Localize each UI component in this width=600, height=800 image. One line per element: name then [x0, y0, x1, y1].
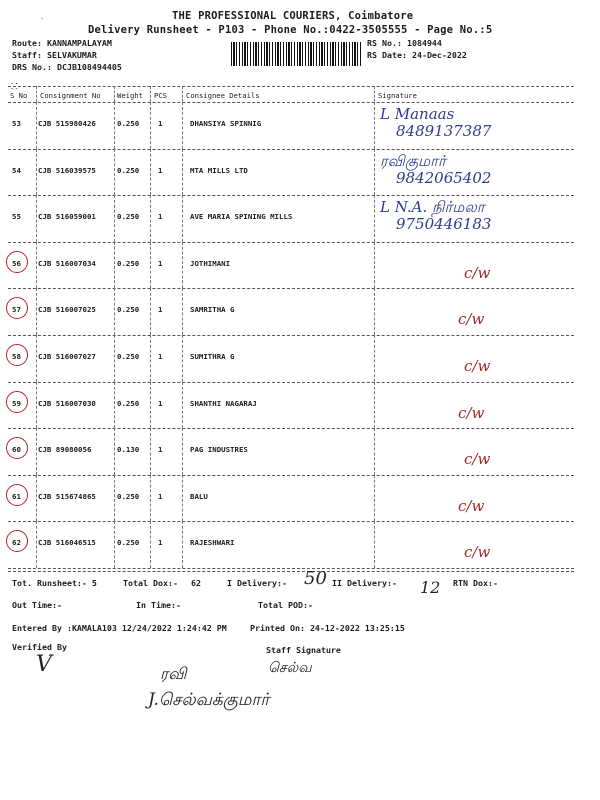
col-divider	[114, 335, 115, 382]
col-weight: Weight	[117, 91, 143, 100]
col-divider	[182, 86, 183, 102]
col-divider	[150, 195, 151, 242]
row-sno: 54	[12, 165, 21, 175]
route-label: Route: KANNAMPALAYAM	[12, 38, 112, 48]
row-sno: 57	[12, 305, 21, 315]
row-signature-phone: 9842065402	[396, 168, 492, 187]
col-divider	[114, 521, 115, 568]
row-signature: c/w	[458, 496, 485, 515]
col-divider	[374, 149, 375, 196]
total-pod: Total POD:-	[258, 600, 313, 610]
row-circle	[6, 251, 28, 273]
col-divider	[150, 428, 151, 475]
col-divider	[374, 521, 375, 568]
col-divider	[182, 335, 183, 382]
row-sno: 58	[12, 352, 21, 361]
col-divider	[182, 428, 183, 475]
company-title: THE PROFESSIONAL COURIERS, Coimbatore	[172, 10, 414, 22]
row-signature: L Manaas	[380, 105, 455, 123]
row-weight: 0.250	[117, 305, 140, 315]
col-divider	[374, 475, 375, 522]
row-sno: 59	[12, 398, 21, 408]
row-consignee: JOTHIMANI	[190, 258, 231, 268]
col-divider	[114, 382, 115, 429]
row-rule	[8, 149, 574, 150]
col-divider	[374, 86, 375, 102]
row-consignee: MTA MILLS LTD	[190, 165, 248, 175]
staff-signature-label: Staff Signature	[266, 645, 341, 655]
col-divider	[374, 382, 375, 429]
verifier-signature: V	[36, 652, 52, 677]
row-consignee: RAJESHWARI	[190, 538, 235, 548]
out-time: Out Time:-	[12, 600, 62, 610]
row-consignment: CJB 516007034	[38, 258, 96, 268]
row-circle	[6, 530, 28, 552]
row-pcs: 1	[158, 119, 163, 128]
in-time: In Time:-	[136, 600, 181, 610]
row-rule	[8, 242, 574, 243]
row-sno: 60	[12, 445, 21, 455]
col-divider	[150, 335, 151, 382]
row-sno: 61	[12, 491, 21, 501]
col-divider	[36, 195, 37, 242]
row-weight: 0.250	[117, 119, 140, 128]
entered-by: Entered By :KAMALA103 12/24/2022 1:24:42 PM	[12, 623, 227, 633]
footer-rule	[8, 571, 574, 572]
col-divider	[374, 335, 375, 382]
col-divider	[114, 428, 115, 475]
drs-number: DRS No.: DCJB108494405	[12, 62, 122, 72]
col-divider	[182, 521, 183, 568]
col-divider	[182, 149, 183, 196]
col-divider	[114, 195, 115, 242]
col-divider	[150, 102, 151, 149]
col-divider	[150, 242, 151, 289]
row-rule	[8, 335, 574, 336]
row-sno: 53	[12, 119, 21, 128]
row-consignee: PAG INDUSTRES	[190, 445, 248, 455]
col-divider	[36, 335, 37, 382]
row-consignee: SHANTHI NAGARAJ	[190, 398, 257, 408]
row-consignment: CJB 89080056	[38, 445, 92, 455]
row-signature: c/w	[464, 543, 491, 562]
row-circle	[6, 484, 28, 506]
row-weight: 0.130	[117, 445, 140, 455]
row-pcs: 1	[158, 398, 163, 408]
row-consignment: CJB 516059001	[38, 212, 96, 222]
row-pcs: 1	[158, 212, 163, 222]
row-signature-phone: 8489137387	[396, 122, 492, 140]
row-rule	[8, 382, 574, 383]
col-divider	[114, 475, 115, 522]
staff-label: Staff: SELVAKUMAR	[12, 50, 97, 60]
row-rule	[8, 428, 574, 429]
row-pcs: 1	[158, 352, 163, 361]
col-divider	[36, 428, 37, 475]
i-delivery-label: I Delivery:-	[227, 578, 287, 588]
header-rule-bottom	[8, 102, 574, 103]
row-signature: c/w	[458, 403, 485, 422]
row-consignment: CJB 516007025	[38, 305, 96, 315]
col-divider	[150, 149, 151, 196]
ii-delivery-hand: 12	[420, 578, 441, 597]
col-divider	[36, 475, 37, 522]
row-signature: L N.A. நிர்மலா	[380, 198, 485, 217]
staff-signature-a: ரவி	[160, 664, 187, 683]
ii-delivery-label: II Delivery:-	[332, 578, 397, 588]
row-circle	[6, 297, 28, 319]
i-delivery-hand: 50	[304, 568, 327, 589]
row-signature: c/w	[464, 450, 491, 469]
col-divider	[374, 102, 375, 149]
row-consignment: CJB 516046515	[38, 538, 96, 548]
col-divider	[374, 242, 375, 289]
row-circle	[6, 391, 28, 413]
row-pcs: 1	[158, 445, 163, 455]
row-consignment: CJB 516007027	[38, 352, 96, 361]
col-divider	[36, 382, 37, 429]
row-signature: ரவிகுமார்	[380, 151, 446, 170]
row-consignee: BALU	[190, 491, 208, 501]
tot-runsheet: Tot. Runsheet:- 5	[12, 578, 97, 588]
row-pcs: 1	[158, 258, 163, 268]
row-pcs: 1	[158, 491, 163, 501]
row-consignment: CJB 515980426	[38, 119, 96, 128]
staff-signature-c: J.செல்வக்குமார்	[148, 690, 270, 710]
col-divider	[36, 86, 37, 102]
col-divider	[150, 475, 151, 522]
col-pcs: PCS	[154, 91, 167, 100]
row-consignee: SAMRITHA G	[190, 305, 235, 315]
col-divider	[150, 288, 151, 335]
row-consignment: CJB 515674865	[38, 491, 96, 501]
col-divider	[36, 242, 37, 289]
row-weight: 0.250	[117, 398, 140, 408]
col-divider	[150, 382, 151, 429]
col-divider	[114, 288, 115, 335]
col-divider	[374, 428, 375, 475]
col-sno: S No	[10, 91, 28, 100]
row-signature-phone: 9750446183	[396, 215, 492, 234]
row-sno: 56	[12, 258, 21, 268]
col-divider	[150, 86, 151, 102]
corner-mark: -	[40, 14, 45, 23]
row-weight: 0.250	[117, 258, 140, 268]
total-dox-value: 62	[191, 578, 201, 588]
col-divider	[182, 102, 183, 149]
row-weight: 0.250	[117, 212, 140, 222]
rs-date: RS Date: 24-Dec-2022	[367, 50, 467, 60]
row-weight: 0.250	[117, 491, 140, 501]
col-divider	[36, 521, 37, 568]
col-divider	[36, 149, 37, 196]
row-pcs: 1	[158, 165, 163, 175]
col-consignee: Consignee Details	[186, 91, 260, 100]
row-consignee: AVE MARIA SPINING MILLS	[190, 212, 293, 222]
col-divider	[114, 86, 115, 102]
col-divider	[182, 242, 183, 289]
header-rule-top	[8, 86, 574, 87]
verified-by: Verified By	[12, 642, 67, 652]
col-divider	[182, 195, 183, 242]
rtn-dox-label: RTN Dox:-	[453, 578, 498, 588]
row-rule	[8, 568, 574, 569]
table-top-mark-2: --	[10, 84, 19, 93]
row-circle	[6, 344, 28, 366]
col-divider	[114, 242, 115, 289]
row-consignment: CJB 516007030	[38, 398, 96, 408]
row-rule	[8, 475, 574, 476]
row-weight: 0.250	[117, 165, 140, 175]
row-rule	[8, 288, 574, 289]
row-weight: 0.250	[117, 352, 140, 361]
col-divider	[374, 288, 375, 335]
rs-number: RS No.: 1084944	[367, 38, 442, 48]
row-consignee: SUMITHRA G	[190, 352, 235, 361]
col-divider	[114, 102, 115, 149]
col-divider	[114, 149, 115, 196]
runsheet-subtitle: Delivery Runsheet - P103 - Phone No.:0422-3505555 - Page No.:5	[88, 24, 493, 36]
row-rule	[8, 195, 574, 196]
staff-signature-b: செல்வ	[268, 660, 312, 676]
col-consignment: Consignment No	[40, 91, 101, 100]
barcode	[231, 42, 361, 66]
col-divider	[182, 382, 183, 429]
col-divider	[182, 475, 183, 522]
col-divider	[36, 102, 37, 149]
row-circle	[6, 437, 28, 459]
row-pcs: 1	[158, 305, 163, 315]
row-sno: 62	[12, 538, 21, 548]
printed-on: Printed On: 24-12-2022 13:25:15	[250, 623, 405, 633]
row-signature: c/w	[464, 357, 491, 375]
col-signature: Signature	[378, 91, 417, 100]
col-divider	[182, 288, 183, 335]
row-consignee: DHANSIYA SPINNIG	[190, 119, 262, 128]
total-dox-label: Total Dox:-	[123, 578, 178, 588]
row-rule	[8, 521, 574, 522]
col-divider	[374, 195, 375, 242]
row-sno: 55	[12, 212, 21, 222]
row-signature: c/w	[464, 263, 491, 282]
col-divider	[36, 288, 37, 335]
row-signature: c/w	[458, 310, 485, 329]
row-consignment: CJB 516039575	[38, 165, 96, 175]
row-pcs: 1	[158, 538, 163, 548]
col-divider	[150, 521, 151, 568]
row-weight: 0.250	[117, 538, 140, 548]
table-top-mark: ..	[10, 77, 19, 86]
